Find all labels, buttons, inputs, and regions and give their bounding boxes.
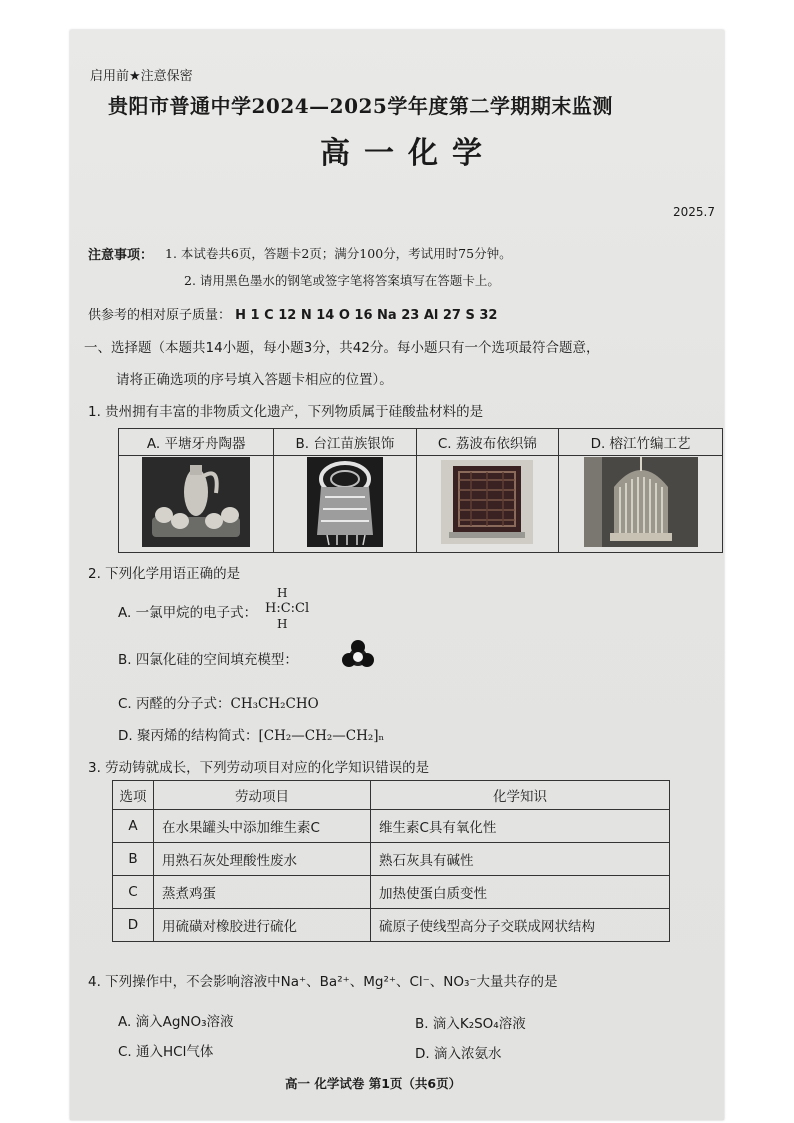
q3-header-activity: 劳动项目 — [154, 781, 371, 810]
q3-row-activity: 蒸煮鸡蛋 — [154, 876, 371, 909]
space-filling-model-icon — [338, 640, 378, 674]
q2-option-b: B. 四氯化硅的空间填充模型： — [118, 652, 298, 668]
q4-option-b: B. 滴入K₂SO₄溶液 — [415, 1016, 526, 1032]
q4-option-a: A. 滴入AgNO₃溶液 — [118, 1014, 234, 1030]
q1-image-d-cell — [559, 456, 723, 553]
atomic-masses-label: 供参考的相对原子质量： — [88, 308, 232, 323]
atomic-masses — [88, 304, 497, 323]
q3-row-knowledge: 硫原子使线型高分子交联成网状结构 — [371, 909, 670, 942]
q3-row-activity: 用熟石灰处理酸性废水 — [154, 843, 371, 876]
atomic-masses-values: H 1 C 12 N 14 O 16 Na 23 Al 27 S 32 — [235, 308, 498, 323]
q1-option-table — [118, 428, 723, 553]
q4-option-d: D. 滴入浓氨水 — [415, 1046, 502, 1062]
q2-option-d-formula: [CH₂—CH₂—CH₂]ₙ — [258, 728, 385, 744]
q3-row-option: D — [113, 909, 154, 942]
q2-stem: 2. 下列化学用语正确的是 — [88, 566, 241, 582]
silver-ornament-image — [307, 457, 383, 547]
pottery-image — [142, 457, 250, 547]
table-row — [113, 909, 670, 942]
section-heading: 一、选择题（本题共14小题，每小题3分，共42分。每小题只有一个选项最符合题意， — [84, 340, 600, 356]
confidential-label: 启用前★注意保密 — [90, 69, 193, 84]
q3-row-knowledge: 加热使蛋白质变性 — [371, 876, 670, 909]
q4-option-c: C. 通入HCl气体 — [118, 1044, 214, 1060]
q2-option-d — [118, 724, 384, 744]
q2-option-c-formula: CH₃CH₂CHO — [230, 696, 319, 712]
q3-row-option: B — [113, 843, 154, 876]
section-heading-cont: 请将正确选项的序号填入答题卡相应的位置）。 — [116, 372, 393, 388]
q1-stem: 1. 贵州拥有丰富的非物质文化遗产，下列物质属于硅酸盐材料的是 — [88, 404, 484, 420]
q3-row-activity: 在水果罐头中添加维生素C — [154, 810, 371, 843]
q3-row-knowledge: 熟石灰具有碱性 — [371, 843, 670, 876]
notice-label: 注意事项： — [88, 248, 154, 263]
subject-title: 高一化学 — [320, 136, 496, 171]
bamboo-cage-image — [584, 457, 698, 547]
q2-option-c — [118, 692, 319, 712]
table-row — [113, 876, 670, 909]
table-row — [113, 843, 670, 876]
q1-image-b-cell — [274, 456, 416, 553]
q1-image-a-cell — [119, 456, 274, 553]
notice-item-2: 2. 请用黑色墨水的钢笔或签字笔将答案填写在答题卡上。 — [184, 273, 500, 288]
brocade-image — [441, 460, 533, 544]
q3-row-knowledge: 维生素C具有氧化性 — [371, 810, 670, 843]
exam-title: 贵阳市普通中学2024—2025学年度第二学期期末监测 — [108, 94, 613, 118]
notice-item-1: 1. 本试卷共6页，答题卡2页；满分100分，考试用时75分钟。 — [165, 246, 512, 261]
exam-paper — [70, 30, 724, 1120]
q2-a-formula-bottom: H — [277, 617, 288, 631]
page-footer: 高一 化学试卷 第1页（共6页） — [285, 1076, 462, 1091]
q1-image-c-cell — [416, 456, 559, 553]
q1-option-d: D. 榕江竹编工艺 — [559, 429, 723, 456]
q3-row-option: C — [113, 876, 154, 909]
q3-row-activity: 用硫磺对橡胶进行硫化 — [154, 909, 371, 942]
q4-stem: 4. 下列操作中，不会影响溶液中Na⁺、Ba²⁺、Mg²⁺、Cl⁻、NO₃⁻大量共存的是 — [88, 974, 558, 990]
exam-date: 2025.7 — [673, 205, 715, 219]
q3-header-knowledge: 化学知识 — [371, 781, 670, 810]
q3-stem: 3. 劳动铸就成长，下列劳动项目对应的化学知识错误的是 — [88, 760, 430, 776]
q2-option-d-label: D. 聚丙烯的结构简式： — [118, 728, 259, 744]
q1-option-b: B. 台江苗族银饰 — [274, 429, 416, 456]
q1-option-a: A. 平塘牙舟陶器 — [119, 429, 274, 456]
q3-table — [112, 780, 670, 942]
q1-option-c: C. 荔波布依织锦 — [416, 429, 559, 456]
q2-option-a: A. 一氯甲烷的电子式： — [118, 605, 258, 621]
q2-a-formula-top: H — [277, 586, 288, 600]
q2-option-c-label: C. 丙醛的分子式： — [118, 696, 231, 712]
table-row — [113, 810, 670, 843]
q3-row-option: A — [113, 810, 154, 843]
q3-header-option: 选项 — [113, 781, 154, 810]
q2-a-formula: H:C:Cl — [265, 601, 310, 616]
